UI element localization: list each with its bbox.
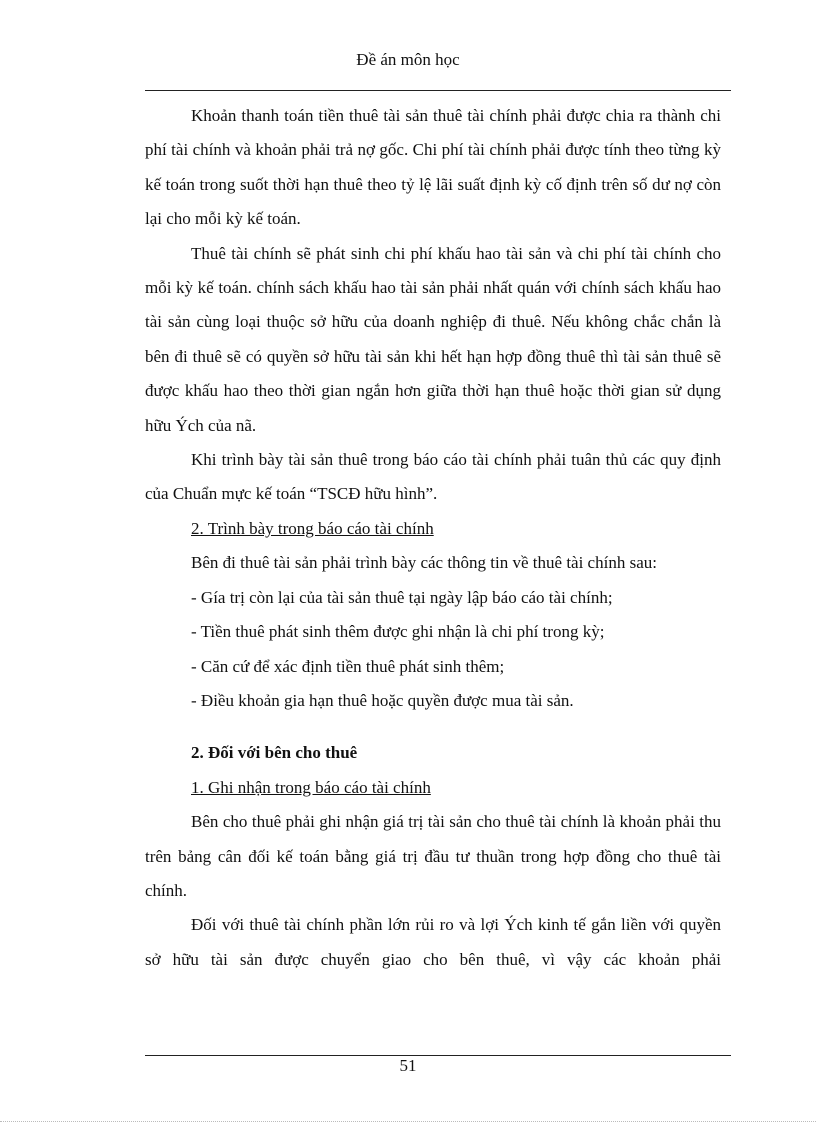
paragraph-lessor-recognition: Bên cho thuê phải ghi nhận giá trị tài sản cho thuê tài chính là khoản phải thu trên bảng cân đối kế toán bằng giá trị đầu tư thuần trong hợp đồng cho thuê tài chính.	[145, 812, 721, 900]
header-divider	[145, 90, 731, 91]
page-header-title: Đề án môn học	[356, 50, 460, 69]
paragraph-presentation: Khi trình bày tài sản thuê trong báo cáo tài chính phải tuân thủ các quy định của Chuẩn mực kế toán “TSCĐ hữu hình”.	[145, 450, 721, 504]
bullet-renewal-terms: - Điều khoản gia hạn thuê hoặc quyền được mua tài sản.	[191, 690, 574, 710]
page-number: 51	[399, 1056, 417, 1075]
paragraph-lessee-disclosure: Bên đi thuê tài sản phải trình bày các thông tin về thuê tài chính sau:	[191, 553, 657, 573]
paragraph-risk-transfer: Đối với thuê tài chính phần lớn rủi ro và lợi Ých kinh tế gắn liền với quyền sở hữu tài sản được chuyển giao cho bên thuê, vì vậy các khoản phải	[145, 915, 721, 969]
section-heading-recognition	[145, 771, 721, 805]
bullet-basis: - Căn cứ để xác định tiền thuê phát sinh thêm;	[191, 656, 505, 676]
document-body	[145, 99, 721, 977]
section-heading-recognition-text: 1. Ghi nhận trong báo cáo tài chính	[191, 777, 431, 797]
paragraph-lease-payment: Khoản thanh toán tiền thuê tài sản thuê tài chính phải được chia ra thành chi phí tài chính và khoản phải trả nợ gốc. Chi phí tài chính phải được tính theo từng kỳ kế toán trong suốt thời hạn thuê theo tỷ lệ lãi suất định kỳ cố định trên số dư nợ còn lại cho mỗi kỳ kế toán.	[145, 106, 721, 229]
page-edge-divider	[0, 1121, 816, 1122]
bullet-additional-rent: - Tiền thuê phát sinh thêm được ghi nhận là chi phí trong kỳ;	[191, 622, 605, 642]
section-heading-presentation-text: 2. Trình bày trong báo cáo tài chính	[191, 518, 434, 538]
paragraph-depreciation: Thuê tài chính sẽ phát sinh chi phí khấu hao tài sản và chi phí tài chính cho mỗi kỳ kế toán. chính sách khấu hao tài sản phải nhất quán với chính sách khấu hao tài sản cùng loại thuộc sở hữu của doanh nghiệp đi thuê. Nếu không chắc chắn là bên đi thuê sẽ có quyền sở hữu tài sản khi hết hạn hợp đồng thuê thì tài sản thuê sẽ được khấu hao theo thời gian ngắn hơn giữa thời hạn thuê hoặc thời gian sử dụng hữu Ých của nã.	[145, 243, 721, 435]
section-heading-lessor: 2. Đối với bên cho thuê	[191, 743, 358, 763]
bullet-residual-value: - Gía trị còn lại của tài sản thuê tại ngày lập báo cáo tài chính;	[191, 587, 613, 607]
section-heading-presentation	[145, 512, 721, 546]
